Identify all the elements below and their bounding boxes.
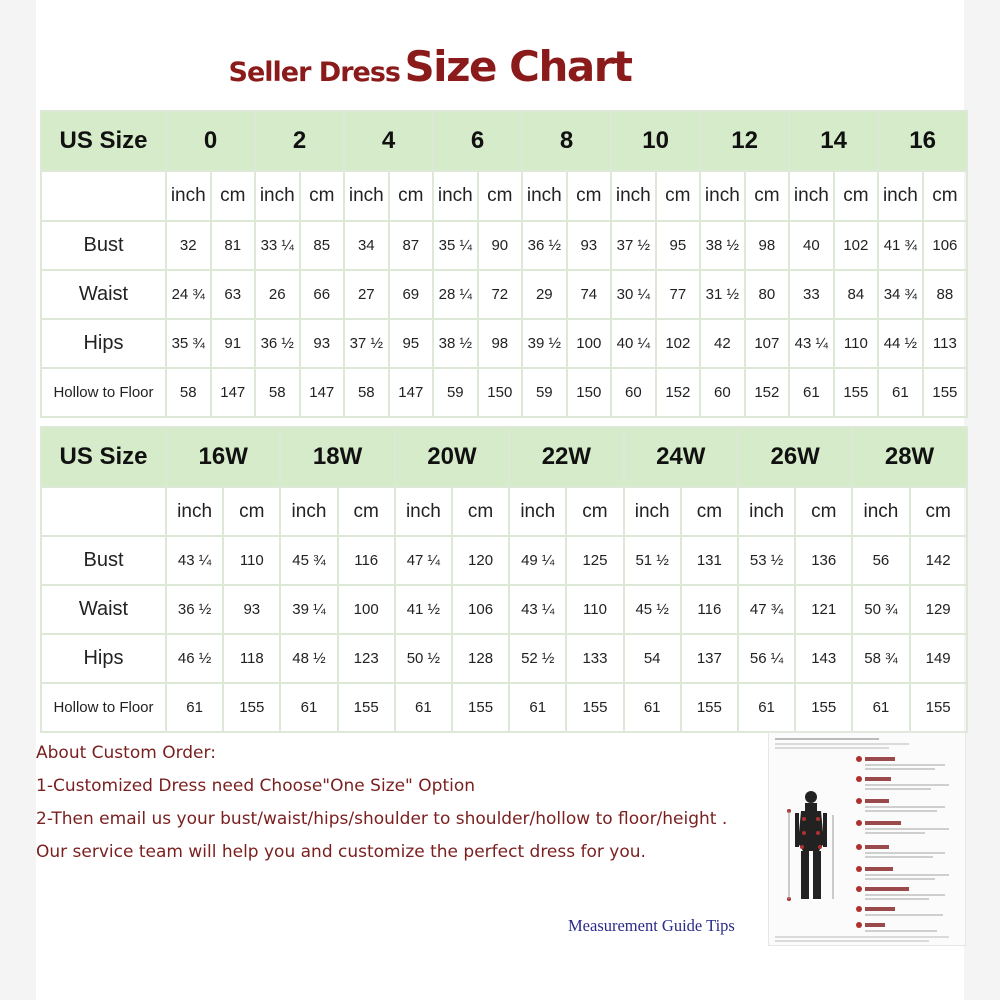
std-cell: 31 ½ bbox=[700, 270, 745, 319]
plus-cell: 110 bbox=[566, 585, 623, 634]
std-cell: 110 bbox=[834, 319, 879, 368]
std-size-0: 0 bbox=[166, 111, 255, 171]
std-cell: 37 ½ bbox=[344, 319, 389, 368]
std-cell: 98 bbox=[745, 221, 790, 270]
plus-size-18w: 18W bbox=[280, 427, 394, 487]
std-size-2: 2 bbox=[255, 111, 344, 171]
std-cell: 106 bbox=[923, 221, 968, 270]
std-cell: 33 ¼ bbox=[255, 221, 300, 270]
title-prefix: Seller Dress bbox=[228, 57, 400, 88]
std-unit-cm: cm bbox=[745, 171, 790, 221]
plus-cell: 39 ¼ bbox=[280, 585, 337, 634]
plus-unit-inch: inch bbox=[509, 487, 566, 536]
plus-header-label: US Size bbox=[41, 427, 166, 487]
std-row-label-hips: Hips bbox=[41, 319, 166, 368]
std-cell: 27 bbox=[344, 270, 389, 319]
plus-row-hips bbox=[41, 634, 967, 683]
std-cell: 100 bbox=[567, 319, 612, 368]
plus-unit-cm: cm bbox=[910, 487, 967, 536]
plus-cell: 137 bbox=[681, 634, 738, 683]
std-cell: 32 bbox=[166, 221, 211, 270]
plus-cell: 61 bbox=[280, 683, 337, 732]
std-size-4: 4 bbox=[344, 111, 433, 171]
std-size-12: 12 bbox=[700, 111, 789, 171]
std-row-hips bbox=[41, 319, 967, 368]
std-unit-inch: inch bbox=[611, 171, 656, 221]
std-cell: 155 bbox=[923, 368, 968, 417]
plus-cell: 155 bbox=[681, 683, 738, 732]
std-cell: 95 bbox=[389, 319, 434, 368]
std-cell: 152 bbox=[745, 368, 790, 417]
std-size-16: 16 bbox=[878, 111, 967, 171]
std-unit-inch: inch bbox=[166, 171, 211, 221]
plus-cell: 47 ¾ bbox=[738, 585, 795, 634]
std-cell: 93 bbox=[567, 221, 612, 270]
std-cell: 43 ¼ bbox=[789, 319, 834, 368]
std-cell: 150 bbox=[567, 368, 612, 417]
plus-cell: 155 bbox=[910, 683, 967, 732]
std-cell: 44 ½ bbox=[878, 319, 923, 368]
plus-cell: 52 ½ bbox=[509, 634, 566, 683]
std-unit-cm: cm bbox=[923, 171, 968, 221]
plus-cell: 123 bbox=[338, 634, 395, 683]
size-table-plus-body bbox=[41, 427, 967, 732]
plus-cell: 116 bbox=[338, 536, 395, 585]
std-cell: 113 bbox=[923, 319, 968, 368]
std-cell: 41 ¾ bbox=[878, 221, 923, 270]
plus-cell: 128 bbox=[452, 634, 509, 683]
plus-cell: 61 bbox=[166, 683, 223, 732]
plus-cell: 116 bbox=[681, 585, 738, 634]
std-cell: 80 bbox=[745, 270, 790, 319]
std-cell: 33 bbox=[789, 270, 834, 319]
std-row-bust bbox=[41, 221, 967, 270]
std-cell: 90 bbox=[478, 221, 523, 270]
plus-cell: 54 bbox=[624, 634, 681, 683]
plus-cell: 125 bbox=[566, 536, 623, 585]
left-margin-strip bbox=[0, 0, 36, 1000]
plus-cell: 61 bbox=[852, 683, 909, 732]
std-cell: 91 bbox=[211, 319, 256, 368]
std-cell: 81 bbox=[211, 221, 256, 270]
std-cell: 63 bbox=[211, 270, 256, 319]
std-cell: 58 bbox=[166, 368, 211, 417]
size-table-standard bbox=[40, 110, 968, 418]
std-size-14: 14 bbox=[789, 111, 878, 171]
plus-cell: 43 ¼ bbox=[509, 585, 566, 634]
std-unit-cm: cm bbox=[567, 171, 612, 221]
std-size-8: 8 bbox=[522, 111, 611, 171]
plus-unit-inch: inch bbox=[280, 487, 337, 536]
std-cell: 93 bbox=[300, 319, 345, 368]
std-unit-row bbox=[41, 171, 967, 221]
plus-cell: 45 ¾ bbox=[280, 536, 337, 585]
std-cell: 38 ½ bbox=[433, 319, 478, 368]
plus-cell: 61 bbox=[395, 683, 452, 732]
std-unit-cm: cm bbox=[834, 171, 879, 221]
std-cell: 69 bbox=[389, 270, 434, 319]
plus-cell: 142 bbox=[910, 536, 967, 585]
plus-cell: 51 ½ bbox=[624, 536, 681, 585]
std-row-label-waist: Waist bbox=[41, 270, 166, 319]
plus-cell: 155 bbox=[566, 683, 623, 732]
std-header-label: US Size bbox=[41, 111, 166, 171]
std-unit-inch: inch bbox=[789, 171, 834, 221]
plus-cell: 136 bbox=[795, 536, 852, 585]
std-cell: 59 bbox=[433, 368, 478, 417]
title-main: Size Chart bbox=[404, 42, 632, 91]
plus-cell: 58 ¾ bbox=[852, 634, 909, 683]
plus-row-label-hips: Hips bbox=[41, 634, 166, 683]
page-title bbox=[0, 42, 860, 91]
custom-order-step-2: 2-Then email us your bust/waist/hips/shoulder to shoulder/hollow to floor/height . bbox=[36, 809, 728, 829]
std-cell: 88 bbox=[923, 270, 968, 319]
plus-cell: 155 bbox=[338, 683, 395, 732]
plus-cell: 143 bbox=[795, 634, 852, 683]
std-unit-cm: cm bbox=[389, 171, 434, 221]
plus-cell: 129 bbox=[910, 585, 967, 634]
plus-unit-row bbox=[41, 487, 967, 536]
std-unit-blank bbox=[41, 171, 166, 221]
std-cell: 40 bbox=[789, 221, 834, 270]
std-size-10: 10 bbox=[611, 111, 700, 171]
plus-unit-inch: inch bbox=[395, 487, 452, 536]
plus-cell: 36 ½ bbox=[166, 585, 223, 634]
std-cell: 58 bbox=[255, 368, 300, 417]
plus-size-24w: 24W bbox=[624, 427, 738, 487]
std-cell: 147 bbox=[300, 368, 345, 417]
plus-cell: 155 bbox=[795, 683, 852, 732]
std-cell: 34 ¾ bbox=[878, 270, 923, 319]
std-cell: 72 bbox=[478, 270, 523, 319]
std-cell: 39 ½ bbox=[522, 319, 567, 368]
std-cell: 66 bbox=[300, 270, 345, 319]
plus-row-bust bbox=[41, 536, 967, 585]
std-unit-inch: inch bbox=[344, 171, 389, 221]
plus-cell: 56 ¼ bbox=[738, 634, 795, 683]
std-unit-cm: cm bbox=[656, 171, 701, 221]
plus-header-row bbox=[41, 427, 967, 487]
plus-cell: 56 bbox=[852, 536, 909, 585]
std-cell: 107 bbox=[745, 319, 790, 368]
plus-cell: 53 ½ bbox=[738, 536, 795, 585]
std-cell: 60 bbox=[611, 368, 656, 417]
std-unit-cm: cm bbox=[211, 171, 256, 221]
custom-order-heading: About Custom Order: bbox=[36, 743, 216, 763]
std-cell: 24 ¾ bbox=[166, 270, 211, 319]
measurement-guide-image bbox=[768, 732, 966, 946]
plus-size-22w: 22W bbox=[509, 427, 623, 487]
plus-cell: 47 ¼ bbox=[395, 536, 452, 585]
std-cell: 59 bbox=[522, 368, 567, 417]
plus-cell: 61 bbox=[624, 683, 681, 732]
std-unit-inch: inch bbox=[433, 171, 478, 221]
plus-size-16w: 16W bbox=[166, 427, 280, 487]
plus-unit-cm: cm bbox=[338, 487, 395, 536]
plus-unit-cm: cm bbox=[452, 487, 509, 536]
plus-cell: 41 ½ bbox=[395, 585, 452, 634]
plus-cell: 61 bbox=[509, 683, 566, 732]
std-cell: 152 bbox=[656, 368, 701, 417]
plus-size-26w: 26W bbox=[738, 427, 852, 487]
plus-unit-cm: cm bbox=[795, 487, 852, 536]
std-row-waist bbox=[41, 270, 967, 319]
plus-row-hollow-to-floor bbox=[41, 683, 967, 732]
std-cell: 85 bbox=[300, 221, 345, 270]
plus-cell: 118 bbox=[223, 634, 280, 683]
plus-cell: 120 bbox=[452, 536, 509, 585]
std-cell: 102 bbox=[656, 319, 701, 368]
std-unit-inch: inch bbox=[700, 171, 745, 221]
std-cell: 40 ¼ bbox=[611, 319, 656, 368]
plus-cell: 133 bbox=[566, 634, 623, 683]
plus-cell: 61 bbox=[738, 683, 795, 732]
std-cell: 28 ¼ bbox=[433, 270, 478, 319]
measurement-guide-link[interactable]: Measurement Guide Tips bbox=[568, 916, 735, 935]
plus-cell: 155 bbox=[452, 683, 509, 732]
plus-cell: 121 bbox=[795, 585, 852, 634]
std-cell: 150 bbox=[478, 368, 523, 417]
plus-cell: 149 bbox=[910, 634, 967, 683]
plus-unit-inch: inch bbox=[852, 487, 909, 536]
std-row-hollow-to-floor bbox=[41, 368, 967, 417]
size-table-standard-body bbox=[41, 111, 967, 417]
measurement-guide-figure bbox=[769, 733, 965, 945]
std-cell: 37 ½ bbox=[611, 221, 656, 270]
std-cell: 74 bbox=[567, 270, 612, 319]
plus-unit-cm: cm bbox=[566, 487, 623, 536]
std-row-label-hollow-to-floor: Hollow to Floor bbox=[41, 368, 166, 417]
plus-cell: 110 bbox=[223, 536, 280, 585]
std-header-row bbox=[41, 111, 967, 171]
plus-row-label-bust: Bust bbox=[41, 536, 166, 585]
plus-cell: 50 ¾ bbox=[852, 585, 909, 634]
std-cell: 26 bbox=[255, 270, 300, 319]
std-cell: 35 ¼ bbox=[433, 221, 478, 270]
std-cell: 84 bbox=[834, 270, 879, 319]
std-cell: 36 ½ bbox=[255, 319, 300, 368]
std-unit-inch: inch bbox=[255, 171, 300, 221]
std-cell: 58 bbox=[344, 368, 389, 417]
custom-order-step-1: 1-Customized Dress need Choose"One Size" Option bbox=[36, 776, 476, 796]
plus-cell: 100 bbox=[338, 585, 395, 634]
std-cell: 61 bbox=[878, 368, 923, 417]
std-cell: 155 bbox=[834, 368, 879, 417]
std-cell: 36 ½ bbox=[522, 221, 567, 270]
std-cell: 87 bbox=[389, 221, 434, 270]
std-cell: 38 ½ bbox=[700, 221, 745, 270]
std-cell: 102 bbox=[834, 221, 879, 270]
std-unit-cm: cm bbox=[478, 171, 523, 221]
size-table-plus bbox=[40, 426, 968, 733]
custom-order-service-note: Our service team will help you and customize the perfect dress for you. bbox=[36, 842, 646, 862]
plus-unit-cm: cm bbox=[223, 487, 280, 536]
std-cell: 61 bbox=[789, 368, 834, 417]
plus-cell: 155 bbox=[223, 683, 280, 732]
std-cell: 147 bbox=[389, 368, 434, 417]
plus-unit-inch: inch bbox=[738, 487, 795, 536]
plus-cell: 46 ½ bbox=[166, 634, 223, 683]
std-cell: 77 bbox=[656, 270, 701, 319]
plus-cell: 49 ¼ bbox=[509, 536, 566, 585]
custom-order-notes bbox=[36, 737, 756, 869]
std-cell: 30 ¼ bbox=[611, 270, 656, 319]
std-row-label-bust: Bust bbox=[41, 221, 166, 270]
plus-cell: 50 ½ bbox=[395, 634, 452, 683]
plus-row-waist bbox=[41, 585, 967, 634]
plus-row-label-waist: Waist bbox=[41, 585, 166, 634]
plus-cell: 43 ¼ bbox=[166, 536, 223, 585]
std-cell: 42 bbox=[700, 319, 745, 368]
plus-unit-blank bbox=[41, 487, 166, 536]
plus-cell: 131 bbox=[681, 536, 738, 585]
plus-size-20w: 20W bbox=[395, 427, 509, 487]
std-unit-inch: inch bbox=[522, 171, 567, 221]
std-size-6: 6 bbox=[433, 111, 522, 171]
plus-unit-inch: inch bbox=[624, 487, 681, 536]
plus-unit-cm: cm bbox=[681, 487, 738, 536]
std-cell: 35 ¾ bbox=[166, 319, 211, 368]
plus-unit-inch: inch bbox=[166, 487, 223, 536]
plus-cell: 106 bbox=[452, 585, 509, 634]
std-cell: 60 bbox=[700, 368, 745, 417]
std-cell: 29 bbox=[522, 270, 567, 319]
right-margin-strip bbox=[964, 0, 1000, 1000]
plus-cell: 48 ½ bbox=[280, 634, 337, 683]
std-cell: 147 bbox=[211, 368, 256, 417]
plus-cell: 93 bbox=[223, 585, 280, 634]
plus-size-28w: 28W bbox=[852, 427, 966, 487]
std-cell: 95 bbox=[656, 221, 701, 270]
std-unit-cm: cm bbox=[300, 171, 345, 221]
std-unit-inch: inch bbox=[878, 171, 923, 221]
std-cell: 98 bbox=[478, 319, 523, 368]
plus-row-label-hollow-to-floor: Hollow to Floor bbox=[41, 683, 166, 732]
std-cell: 34 bbox=[344, 221, 389, 270]
plus-cell: 45 ½ bbox=[624, 585, 681, 634]
